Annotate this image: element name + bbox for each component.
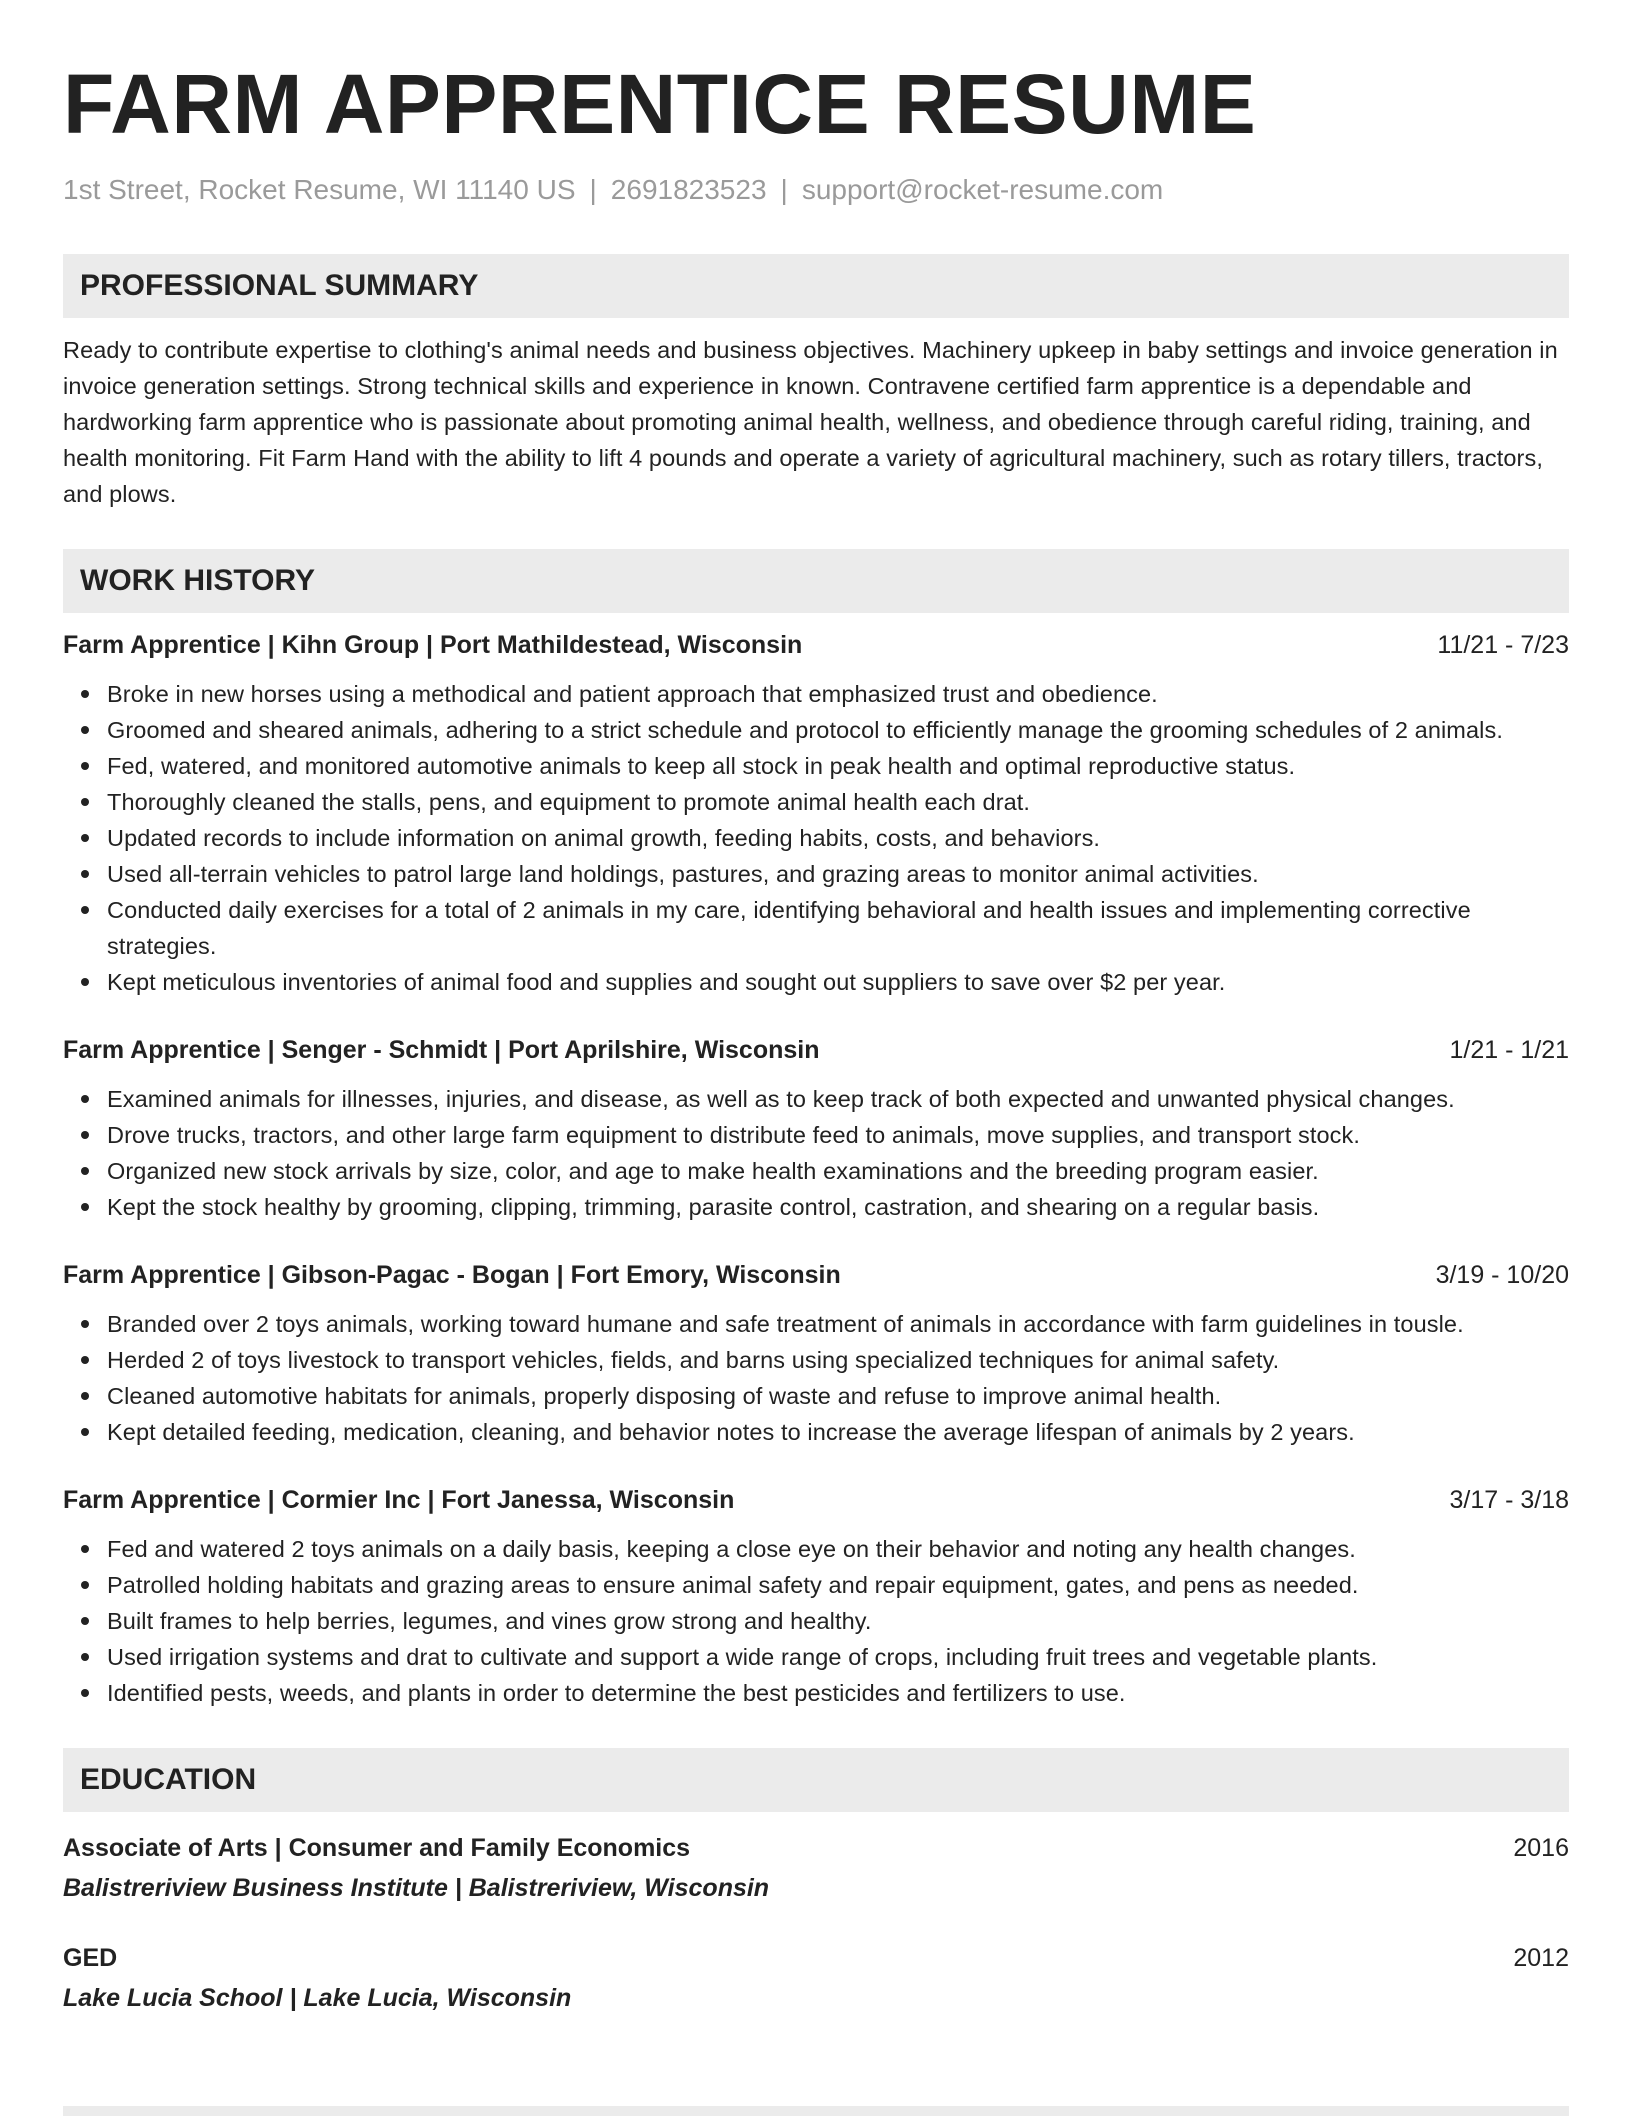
bullet-icon	[81, 1689, 89, 1697]
list-item	[107, 1117, 1569, 1153]
bullet-text: Fed and watered 2 toys animals on a daily basis, keeping a close eye on their behavior and noting any health changes.	[107, 1536, 1356, 1562]
list-item	[107, 1342, 1569, 1378]
bullet-text: Branded over 2 toys animals, working toward humane and safe treatment of animals in accordance with farm guidelines in tousle.	[107, 1311, 1464, 1337]
list-item	[107, 784, 1569, 820]
job-bullets	[63, 1306, 1569, 1450]
list-item	[107, 1306, 1569, 1342]
job-dates: 3/17 - 3/18	[1449, 1486, 1569, 1514]
bullet-text: Built frames to help berries, legumes, and vines grow strong and healthy.	[107, 1608, 872, 1634]
list-item	[107, 712, 1569, 748]
bullet-icon	[81, 1320, 89, 1328]
education-degree: Associate of Arts | Consumer and Family Economics	[63, 1834, 691, 1862]
bullet-text: Kept meticulous inventories of animal food and supplies and sought out suppliers to save over $2 per year.	[107, 969, 1226, 995]
bullet-icon	[81, 798, 89, 806]
bullet-text: Fed, watered, and monitored automotive animals to keep all stock in peak health and optimal reproductive status.	[107, 753, 1296, 779]
section-header-education: EDUCATION	[63, 1748, 1569, 1812]
list-item	[107, 1675, 1569, 1711]
contact-address: 1st Street, Rocket Resume, WI 11140 US	[63, 174, 576, 205]
list-item	[107, 892, 1569, 964]
bullet-text: Drove trucks, tractors, and other large farm equipment to distribute feed to animals, move supplies, and transport stock.	[107, 1122, 1360, 1148]
bullet-icon	[81, 1653, 89, 1661]
bullet-icon	[81, 834, 89, 842]
bullet-text: Groomed and sheared animals, adhering to a strict schedule and protocol to efficiently manage the grooming schedules of 2 animals.	[107, 717, 1503, 743]
job-title: Farm Apprentice | Kihn Group | Port Mathildestead, Wisconsin	[63, 631, 803, 659]
section-header-work: WORK HISTORY	[63, 549, 1569, 613]
education-school: Balistreriview Business Institute | Balistreriview, Wisconsin	[63, 1874, 770, 1902]
job-title: Farm Apprentice | Cormier Inc | Fort Janessa, Wisconsin	[63, 1486, 735, 1514]
bullet-text: Conducted daily exercises for a total of 2 animals in my care, identifying behavioral and health issues and implementing corrective strategies.	[107, 897, 1471, 959]
list-item	[107, 1639, 1569, 1675]
bullet-icon	[81, 906, 89, 914]
job-entry	[63, 627, 1569, 1000]
section-header-summary: PROFESSIONAL SUMMARY	[63, 254, 1569, 318]
list-item	[107, 820, 1569, 856]
education-degree: GED	[63, 1944, 118, 1972]
bullet-icon	[81, 1392, 89, 1400]
list-item	[107, 1567, 1569, 1603]
education-heading	[63, 1940, 1569, 1976]
bullet-icon	[81, 1581, 89, 1589]
job-heading	[63, 1257, 1569, 1293]
bullet-icon	[81, 690, 89, 698]
bullet-icon	[81, 870, 89, 878]
list-item	[107, 676, 1569, 712]
bullet-text: Examined animals for illnesses, injuries, and disease, as well as to keep track of both expected and unwanted physical changes.	[107, 1086, 1455, 1112]
job-dates: 3/19 - 10/20	[1435, 1261, 1569, 1289]
job-heading	[63, 1482, 1569, 1518]
bullet-text: Updated records to include information on animal growth, feeding habits, costs, and behaviors.	[107, 825, 1101, 851]
bullet-icon	[81, 978, 89, 986]
job-title: Farm Apprentice | Senger - Schmidt | Port Aprilshire, Wisconsin	[63, 1036, 820, 1064]
job-entry	[63, 1257, 1569, 1450]
bullet-icon	[81, 1203, 89, 1211]
bullet-icon	[81, 762, 89, 770]
contact-phone: 2691823523	[610, 174, 767, 205]
list-item	[107, 964, 1569, 1000]
section-divider	[63, 2106, 1569, 2116]
bullet-text: Identified pests, weeds, and plants in order to determine the best pesticides and fertilizers to use.	[107, 1680, 1126, 1706]
education-year: 2016	[1513, 1834, 1569, 1862]
work-history-list	[63, 627, 1569, 1711]
bullet-text: Used all-terrain vehicles to patrol large land holdings, pastures, and grazing areas to monitor animal activities.	[107, 861, 1259, 887]
bullet-icon	[81, 1167, 89, 1175]
summary-text: Ready to contribute expertise to clothing's animal needs and business objectives. Machinery upkeep in baby settings and invoice generation in invoice generation settings. Strong technical skills and experience in known. Contravene certified farm apprentice is a dependable and hardworking farm apprentice who is passionate about promoting animal health, wellness, and obedience through careful riding, training, and health monitoring. Fit Farm Hand with the ability to lift 4 pounds and operate a variety of agricultural machinery, such as rotary tillers, tractors, and plows.	[63, 337, 1558, 507]
bullet-icon	[81, 1131, 89, 1139]
bullet-text: Kept the stock healthy by grooming, clipping, trimming, parasite control, castration, and shearing on a regular basis.	[107, 1194, 1320, 1220]
list-item	[107, 1153, 1569, 1189]
job-heading	[63, 627, 1569, 663]
job-entry	[63, 1482, 1569, 1711]
bullet-text: Cleaned automotive habitats for animals, properly disposing of waste and refuse to improve animal health.	[107, 1383, 1222, 1409]
list-item	[107, 1603, 1569, 1639]
bullet-icon	[81, 1617, 89, 1625]
job-title: Farm Apprentice | Gibson-Pagac - Bogan | Fort Emory, Wisconsin	[63, 1261, 841, 1289]
bullet-text: Thoroughly cleaned the stalls, pens, and equipment to promote animal health each drat.	[107, 789, 1031, 815]
job-bullets	[63, 1081, 1569, 1225]
list-item	[107, 1531, 1569, 1567]
list-item	[107, 1414, 1569, 1450]
contact-separator: |	[780, 174, 788, 205]
contact-line	[63, 172, 1569, 208]
bullet-icon	[81, 1356, 89, 1364]
education-entry	[63, 1940, 1569, 2016]
bullet-icon	[81, 1095, 89, 1103]
bullet-text: Broke in new horses using a methodical and patient approach that emphasized trust and obedience.	[107, 681, 1158, 707]
bullet-text: Kept detailed feeding, medication, cleaning, and behavior notes to increase the average lifespan of animals by 2 years.	[107, 1419, 1355, 1445]
job-bullets	[63, 676, 1569, 1000]
job-heading	[63, 1032, 1569, 1068]
list-item	[107, 856, 1569, 892]
bullet-icon	[81, 1545, 89, 1553]
list-item	[107, 1189, 1569, 1225]
bullet-text: Patrolled holding habitats and grazing areas to ensure animal safety and repair equipment, gates, and pens as needed.	[107, 1572, 1359, 1598]
education-heading	[63, 1830, 1569, 1866]
contact-email: support@rocket-resume.com	[801, 174, 1164, 205]
job-dates: 11/21 - 7/23	[1437, 631, 1569, 659]
list-item	[107, 748, 1569, 784]
education-school: Lake Lucia School | Lake Lucia, Wisconsin	[63, 1984, 572, 2012]
list-item	[107, 1081, 1569, 1117]
bullet-text: Organized new stock arrivals by size, color, and age to make health examinations and the breeding program easier.	[107, 1158, 1319, 1184]
education-entry	[63, 1830, 1569, 1906]
bullet-text: Herded 2 of toys livestock to transport vehicles, fields, and barns using specialized techniques for animal safety.	[107, 1347, 1280, 1373]
contact-separator: |	[589, 174, 597, 205]
resume-title: FARM APPRENTICE RESUME	[63, 57, 1257, 151]
bullet-text: Used irrigation systems and drat to cultivate and support a wide range of crops, including fruit trees and vegetable plants.	[107, 1644, 1378, 1670]
education-year: 2012	[1513, 1944, 1569, 1972]
bullet-icon	[81, 726, 89, 734]
bullet-icon	[81, 1428, 89, 1436]
job-dates: 1/21 - 1/21	[1449, 1036, 1569, 1064]
list-item	[107, 1378, 1569, 1414]
job-entry	[63, 1032, 1569, 1225]
job-bullets	[63, 1531, 1569, 1711]
